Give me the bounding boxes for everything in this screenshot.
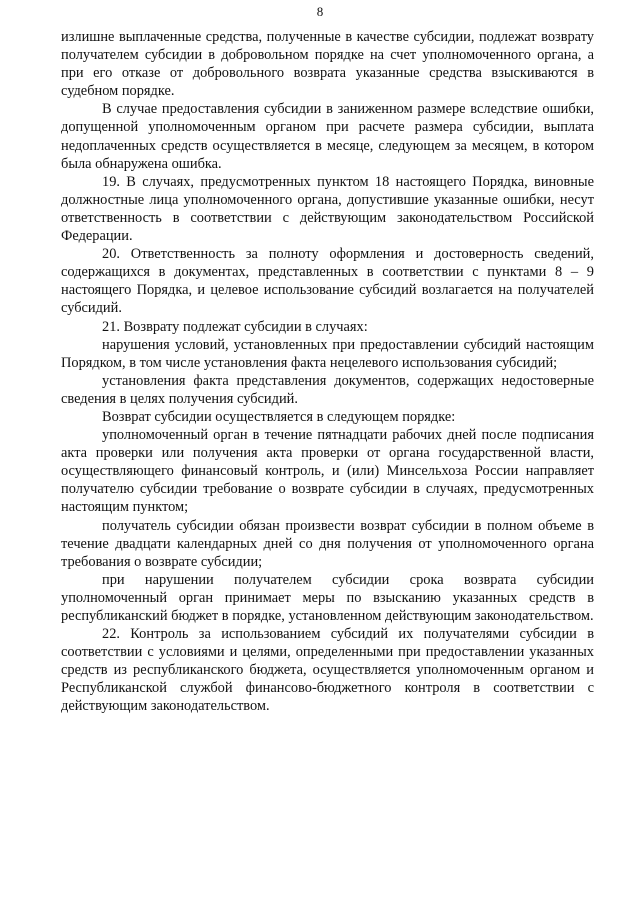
paragraph-false-documents: установления факта представления документов, содержащих недостоверные сведения в целях получения субсидий.: [61, 372, 594, 407]
page-number: 8: [316, 4, 324, 19]
paragraph-item-19: 19. В случаях, предусмотренных пунктом 18 настоящего Порядка, виновные должностные лица уполномоченного органа, допустившие указанные ошибки, несут ответственность в соответствии с действующим законодательством Российской Федерации.: [61, 173, 594, 245]
paragraph-enforced-recovery: при нарушении получателем субсидии срока возврата субсидии уполномоченный орган принимает меры по взысканию указанных средств в республиканский бюджет в порядке, установленном действующим законодательством.: [61, 571, 594, 624]
paragraph-item-20: 20. Ответственность за полноту оформления и достоверность сведений, содержащихся в документах, представленных в соответствии с пунктами 8 – 9 настоящего Порядка, и целевое использование субсидий возлагается на получателей субсидий.: [61, 246, 594, 317]
paragraph-refund-overpaid: излишне выплаченные средства, полученные в качестве субсидии, подлежат возврату получателем субсидии в добровольном порядке на счет уполномоченного органа, а при его отказе от добровольного возврата указанные средства взыскиваются в судебном порядке.: [61, 29, 594, 100]
paragraph-refund-demand: уполномоченный орган в течение пятнадцати рабочих дней после подписания акта проверки или получения акта проверки от органа государственной власти, осуществляющего финансовый контроль, и (или) Минсельхоза России направляет получателю субсидии требование о возврате субсидии в случаях, предусмотренных настоящим пунктом;: [61, 427, 594, 516]
paragraph-violation-conditions: нарушения условий, установленных при предоставлении субсидий настоящим Порядком, в том числе установления факта нецелевого использования субсидий;: [61, 336, 594, 371]
paragraph-refund-procedure: Возврат субсидии осуществляется в следующем порядке:: [102, 408, 456, 425]
paragraph-underpaid-subsidy: В случае предоставления субсидии в заниженном размере вследствие ошибки, допущенной уполномоченным органом при расчете размера субсидии, выплата недоплаченных средств осуществляется в месяце, следующем за месяцем, в котором была обнаружена ошибка.: [61, 101, 594, 172]
paragraph-item-22: 22. Контроль за использованием субсидий их получателями субсидии в соответствии с условиями и целями, определенными при предоставлении указанных средств из республиканского бюджета, осуществляется уполномоченным органом и Республиканской службой финансово-бюджетного контроля в соответствии с действующим законодательством.: [61, 626, 594, 715]
paragraph-refund-deadline: получатель субсидии обязан произвести возврат субсидии в полном объеме в течение двадцати календарных дней со дня получения от уполномоченного органа требования о возврате субсидии;: [61, 517, 594, 570]
paragraph-item-21: 21. Возврату подлежат субсидии в случаях:: [102, 318, 368, 335]
document-body: [61, 28, 594, 716]
